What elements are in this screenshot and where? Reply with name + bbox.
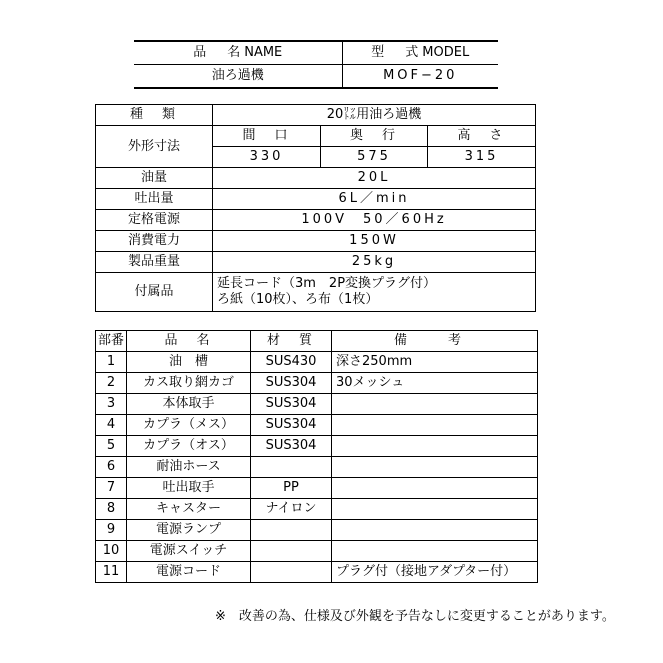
- part-material: [251, 520, 332, 541]
- part-no: 2: [96, 373, 127, 394]
- part-no: 8: [96, 499, 127, 520]
- part-no: 7: [96, 478, 127, 499]
- width-value: 330: [213, 147, 321, 168]
- accessory-line-2: ろ紙（10枚）、ろ布（1枚）: [217, 292, 379, 307]
- table-row: [96, 436, 538, 457]
- part-name: 電源スイッチ: [127, 541, 251, 562]
- part-name: カプラ（オス）: [127, 436, 251, 457]
- part-no: 3: [96, 394, 127, 415]
- weight-label: 製品重量: [96, 252, 213, 273]
- part-no: 5: [96, 436, 127, 457]
- parts-table: [95, 330, 538, 583]
- part-name: カス取り網カゴ: [127, 373, 251, 394]
- power-consumption-value: 150W: [213, 231, 536, 252]
- part-note: [332, 541, 538, 562]
- model-header-cell: [342, 41, 498, 65]
- part-no: 6: [96, 457, 127, 478]
- height-label: 高 さ: [428, 126, 536, 147]
- part-note: [332, 436, 538, 457]
- part-material: [251, 457, 332, 478]
- discharge-label: 吐出量: [96, 189, 213, 210]
- part-name: 電源ランプ: [127, 520, 251, 541]
- part-material: PP: [251, 478, 332, 499]
- depth-label: 奥 行: [321, 126, 428, 147]
- part-note: プラグ付（接地アダプター付）: [332, 562, 538, 583]
- col-header-material: 材 質: [251, 331, 332, 352]
- part-material: SUS430: [251, 352, 332, 373]
- accessory-cell: [213, 273, 536, 312]
- name-label: 品 名: [193, 45, 245, 60]
- spec-table: [95, 104, 536, 312]
- table-row: [96, 457, 538, 478]
- part-no: 1: [96, 352, 127, 373]
- part-name: キャスター: [127, 499, 251, 520]
- table-row: [96, 415, 538, 436]
- table-row: [96, 478, 538, 499]
- part-note: [332, 499, 538, 520]
- table-row: [96, 499, 538, 520]
- part-name: 本体取手: [127, 394, 251, 415]
- table-row: [96, 352, 538, 373]
- disclaimer-note: ※ 改善の為、仕様及び外観を予告なしに変更することがあります。: [215, 609, 615, 624]
- accessory-line-1: 延長コード（3m 2P変換プラグ付）: [217, 276, 437, 291]
- name-header-cell: [134, 41, 342, 65]
- table-row: [96, 520, 538, 541]
- part-note: 30メッシュ: [332, 373, 538, 394]
- dims-label: 外形寸法: [96, 126, 213, 168]
- part-material: SUS304: [251, 436, 332, 457]
- power-source-value: 100V 50／60Hz: [213, 210, 536, 231]
- model-number: MOF−20: [342, 65, 498, 89]
- model-en-label: MODEL: [422, 45, 470, 60]
- table-row: [96, 562, 538, 583]
- col-header-name: 品 名: [127, 331, 251, 352]
- part-material: ナイロン: [251, 499, 332, 520]
- table-row: [96, 373, 538, 394]
- oil-volume-label: 油量: [96, 168, 213, 189]
- part-name: 油 槽: [127, 352, 251, 373]
- part-note: [332, 394, 538, 415]
- part-material: SUS304: [251, 394, 332, 415]
- product-name: 油ろ過機: [134, 65, 342, 89]
- part-name: 電源コード: [127, 562, 251, 583]
- parts-header-row: [96, 331, 538, 352]
- part-no: 11: [96, 562, 127, 583]
- weight-value: 25kg: [213, 252, 536, 273]
- part-note: 深さ250mm: [332, 352, 538, 373]
- type-value: 20㍑用油ろ過機: [213, 105, 536, 126]
- part-material: SUS304: [251, 373, 332, 394]
- model-label: 型 式: [371, 45, 423, 60]
- power-source-label: 定格電源: [96, 210, 213, 231]
- oil-volume-value: 20L: [213, 168, 536, 189]
- part-note: [332, 415, 538, 436]
- part-no: 4: [96, 415, 127, 436]
- part-name: カプラ（メス）: [127, 415, 251, 436]
- table-row: [96, 541, 538, 562]
- part-no: 10: [96, 541, 127, 562]
- table-row: [96, 394, 538, 415]
- part-note: [332, 520, 538, 541]
- col-header-no: 部番: [96, 331, 127, 352]
- power-consumption-label: 消費電力: [96, 231, 213, 252]
- discharge-value: 6L／min: [213, 189, 536, 210]
- part-material: [251, 541, 332, 562]
- part-name: 吐出取手: [127, 478, 251, 499]
- part-note: [332, 457, 538, 478]
- depth-value: 575: [321, 147, 428, 168]
- product-header-table: [134, 40, 498, 89]
- part-material: [251, 562, 332, 583]
- col-header-note: 備 考: [332, 331, 538, 352]
- name-en-label: NAME: [244, 45, 283, 60]
- height-value: 315: [428, 147, 536, 168]
- type-label: 種 類: [96, 105, 213, 126]
- accessory-label: 付属品: [96, 273, 213, 312]
- part-material: SUS304: [251, 415, 332, 436]
- width-label: 間 口: [213, 126, 321, 147]
- part-no: 9: [96, 520, 127, 541]
- part-note: [332, 478, 538, 499]
- part-name: 耐油ホース: [127, 457, 251, 478]
